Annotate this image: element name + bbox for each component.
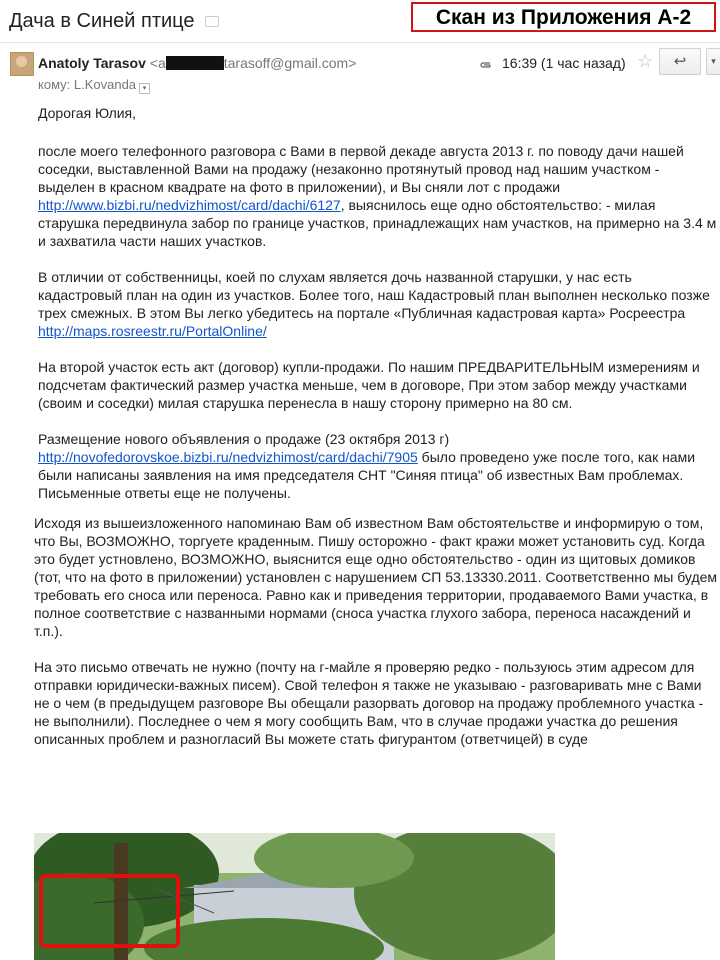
paperclip-icon	[478, 58, 492, 73]
message-body	[38, 104, 718, 520]
paragraph-2-text: В отличии от собственницы, коей по слухам является дочь названной старушки, у нас есть кадастровый план на один из участков. Более того, наш Кадастровый план выполнен несколько позже трех смежных. В этом Вы легко убедитесь на портале «Публичная кадастровая карта» Росреестра	[38, 269, 710, 321]
attached-photo[interactable]	[34, 833, 555, 960]
paragraph-1	[38, 142, 718, 250]
paragraph-3: На второй участок есть акт (договор) купли-продажи. По нашим ПРЕДВАРИТЕЛЬНЫМ измерениям и подсчетам фактический размер участка меньше, чем в договоре, При этом забор между участками (своим и соседки) милая старушка перенесла в нашу сторону примерно на 80 см.	[38, 359, 700, 411]
reply-icon: ↩	[673, 53, 687, 70]
reply-button[interactable]	[659, 48, 701, 75]
sender-line	[38, 55, 356, 71]
paragraph-4-text-a: Размещение нового объявления о продаже (23 октября 2013 г)	[38, 431, 450, 447]
paragraph-4	[38, 430, 718, 502]
sender-email	[150, 55, 357, 71]
greeting: Дорогая Юлия,	[38, 105, 137, 121]
paragraph-4-text-b: было проведено уже после того, как нами были написаны заявления на имя председателя СНТ "Синяя птица" об известных Вам проблемах. Письменные ответы еще не получены.	[38, 449, 696, 501]
avatar	[10, 52, 34, 76]
sender-email-prefix: <a	[149, 55, 166, 71]
rosreestr-link[interactable]: http://maps.rosreestr.ru/PortalOnline/	[38, 323, 267, 339]
label-icon[interactable]	[205, 16, 219, 27]
more-options-button[interactable]	[706, 48, 720, 75]
message-body-continued	[34, 514, 718, 766]
bizbi-link-6127[interactable]: http://www.bizbi.ru/nedvizhimost/card/dachi/6127	[38, 197, 341, 213]
email-subject	[9, 10, 219, 33]
star-icon[interactable]: ☆	[637, 51, 654, 71]
paragraph-6: На это письмо отвечать не нужно (почту на г-майле я проверяю редко - пользуюсь этим адресом для отправки юридически-важных писем). Свой телефон я также не указываю - разговаривать мне с Вами не о чем (в предыдущем разговоре Вы обещали разорвать договор на продажу проблемного участка - не выполнили). Последнее о чем я могу сообщить Вам, что в случае продажи участка до решения описанных проблем и разногласий Вы можете стать фигурантом (ответчицей) в суде	[34, 659, 704, 747]
message-time: 16:39 (1 час назад)	[502, 55, 626, 71]
paragraph-1-text-a: после моего телефонного разговора с Вами в первой декаде августа 2013 г. по поводу дачи нашей соседки, выставленной Вами на продажу (незаконно протянутый провод над нашим участком - выделен в красном квадрате на фото в приложении), и Вы сняли лот с продажи	[38, 143, 684, 195]
scan-annotation-label: Скан из Приложения А-2	[411, 2, 716, 32]
redaction-box	[166, 56, 224, 70]
photo-red-highlight	[39, 874, 180, 948]
more-options-icon: ▾	[711, 56, 716, 66]
header-divider	[0, 42, 720, 43]
paragraph-2	[38, 268, 718, 340]
subject-text: Дача в Синей птице	[9, 10, 195, 32]
dropdown-icon[interactable]: ▾	[139, 83, 150, 94]
paragraph-5: Исходя из вышеизложенного напоминаю Вам об известном Вам обстоятельстве и информирую о том, что Вы, ВОЗМОЖНО, торгуете краденным. Пишу осторожно - факт кражи может установить суд. Когда это будет устновлено, ВОЗМОЖНО, выяснится еще одно обстоятельство - один из щитовых домиков (тот, что на фото в приложении) установлен с нарушением СП 53.13330.2011. Соответственно мы будем требовать его сноса или переноса. Равно как и приведения территории, продаваемого Вами участка, в полное соответствие с названными нормами (сноса участка глухого забора, переноса насаждений и т.п.).	[34, 515, 718, 639]
paragraph-1-text-b: , выяснилось еще одно обстоятельство: - милая старушка передвинула забор по границе участков, принадлежащих нам участков, на примерно на 3.4 м и захватила части наших участков.	[38, 197, 717, 249]
sender-name[interactable]: Anatoly Tarasov	[38, 55, 146, 71]
recipient-line	[38, 77, 150, 94]
sender-email-suffix: tarasoff@gmail.com>	[223, 55, 357, 71]
recipient-text: кому: L.Kovanda	[38, 77, 137, 92]
bizbi-link-7905[interactable]: http://novofedorovskoe.bizbi.ru/nedvizhimost/card/dachi/7905	[38, 449, 418, 465]
